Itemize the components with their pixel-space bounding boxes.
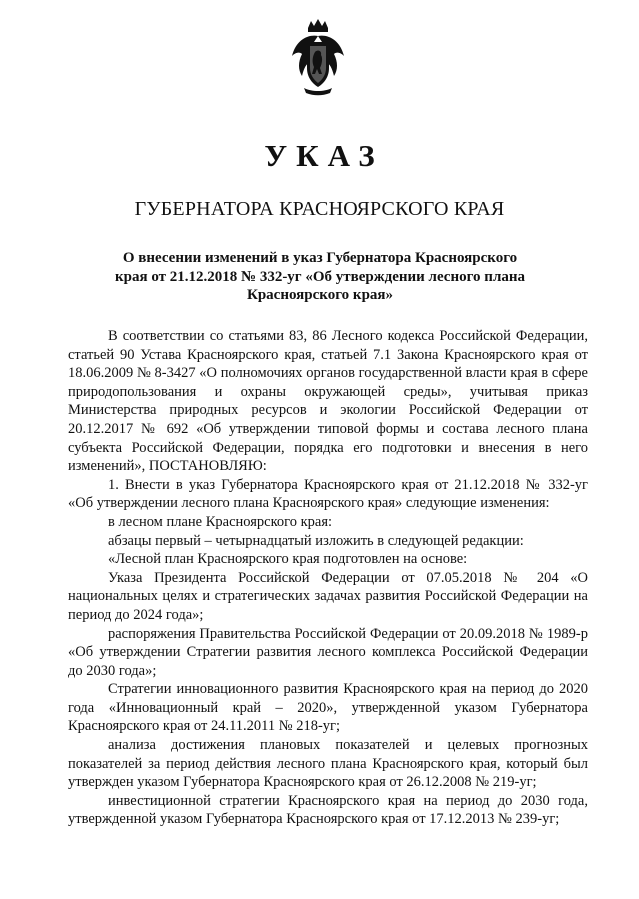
- paragraph: 1. Внести в указ Губернатора Красноярского края от 21.12.2018 № 332-уг «Об утверждении лесного плана Красноярского края» следующие изменения:: [68, 476, 588, 512]
- paragraph: Стратегии инновационного развития Красноярского края на период до 2020 года «Инновационный край – 2020», утвержденной указом Губернатора Красноярского края от 24.11.2011 № 218-уг;: [68, 681, 588, 735]
- coat-of-arms-emblem-icon: [290, 18, 346, 96]
- paragraph: инвестиционной стратегии Красноярского края на период до 2030 года, утвержденной указом Губернатора Красноярского края от 17.12.2013 № 239-уг;: [68, 792, 588, 828]
- document-body: [68, 327, 588, 829]
- paragraph: в лесном плане Красноярского края:: [108, 513, 333, 530]
- paragraph: абзацы первый – четырнадцатый изложить в следующей редакции:: [108, 532, 524, 549]
- document-heading: О внесении изменений в указ Губернатора Красноярского края от 21.12.2018 № 332-уг «Об утверждении лесного плана Красноярского края»: [114, 250, 526, 303]
- document-subtitle: ГУБЕРНАТОРА КРАСНОЯРСКОГО КРАЯ: [134, 198, 505, 220]
- document-title: УКАЗ: [264, 138, 384, 173]
- paragraph: В соответствии со статьями 83, 86 Лесного кодекса Российской Федерации, статьей 90 Устава Красноярского края, статьей 7.1 Закона Красноярского края от 18.06.2009 № 8-3427 «О полномочиях органов государственной власти края в сфере природопользования и охраны окружающей среды», учитывая приказ Министерства природных ресурсов и экологии Российской Федерации от 20.12.2017 № 692 «Об утверждении типовой формы и состава лесного плана субъекта Российской Федерации, порядка его подготовки и внесения в него изменений», ПОСТАНОВЛЯЮ:: [68, 328, 588, 475]
- paragraph: Указа Президента Российской Федерации от 07.05.2018 № 204 «О национальных целях и стратегических задачах развития Российской Федерации на период до 2024 года»;: [68, 569, 588, 623]
- paragraph: распоряжения Правительства Российской Федерации от 20.09.2018 № 1989-р «Об утверждении Стратегии развития лесного комплекса Российской Федерации до 2030 года»;: [68, 625, 588, 679]
- paragraph: «Лесной план Красноярского края подготовлен на основе:: [108, 551, 468, 568]
- paragraph: анализа достижения плановых показателей и целевых прогнозных показателей за период действия лесного плана Красноярского края, который был утвержден указом Губернатора Красноярского края от 26.12.2008 № 219-уг;: [68, 737, 588, 791]
